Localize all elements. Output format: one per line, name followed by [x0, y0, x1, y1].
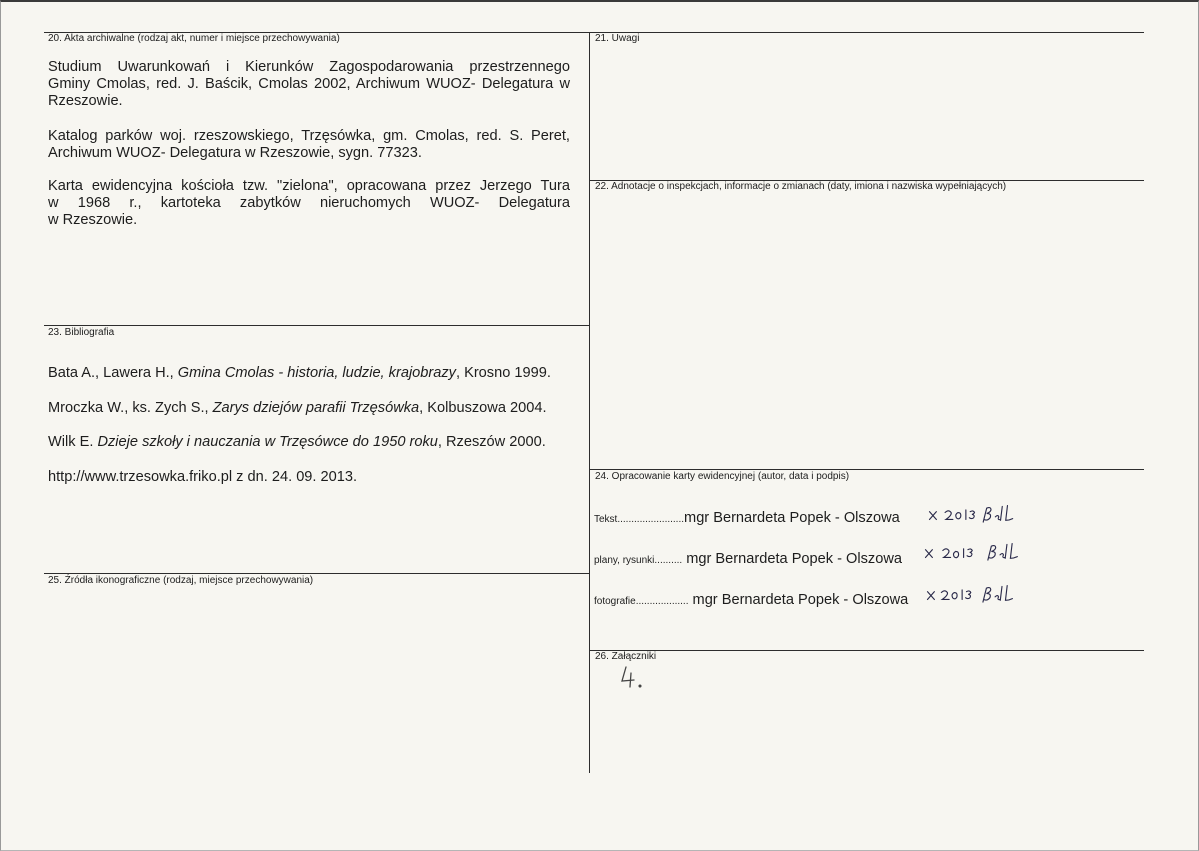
signature-row-photos	[594, 591, 908, 613]
section-24-label: 24. Opracowanie karty ewidencyjnej (autor, data i podpis)	[595, 471, 850, 482]
section-26-label: 26. Załączniki	[595, 651, 657, 662]
section-20-label: 20. Akta archiwalne (rodzaj akt, numer i miejsce przechowywania)	[48, 33, 340, 44]
handwritten-signature-2	[914, 541, 1034, 567]
author-name: mgr Bernardeta Popek - Olszowa	[682, 551, 902, 567]
bib-authors: Bata A., Lawera H.,	[48, 365, 178, 381]
archive-entry-line: Katalog parków woj. rzeszowskiego, Trzęsówka, gm. Cmolas, red. S. Peret,	[48, 128, 570, 144]
bibliography-item	[48, 365, 551, 382]
bib-authors: Wilk E.	[48, 434, 98, 450]
bib-title: Zarys dziejów parafii Trzęsówka	[212, 400, 420, 416]
archive-entry-line: w 1968 r., kartoteka zabytków nieruchomych WUOZ- Delegatura	[48, 195, 570, 211]
top-rule-right	[590, 32, 1144, 33]
bib-title: Gmina Cmolas - historia, ludzie, krajobrazy	[177, 365, 456, 381]
handwritten-attachment-count	[618, 665, 658, 695]
section-21-label: 21. Uwagi	[595, 33, 640, 44]
archive-entry-line: Studium Uwarunkowań i Kierunków Zagospodarowania przestrzennego	[48, 59, 570, 75]
section-22-label: 22. Adnotacje o inspekcjach, informacje o zmianach (daty, imiona i nazwiska wypełniających)	[595, 181, 1007, 192]
row-lead: Tekst........................	[594, 514, 685, 525]
bib-publication: , Rzeszów 2000.	[437, 434, 546, 450]
bibliography-item	[48, 434, 546, 451]
rule-23	[44, 325, 590, 326]
rule-25	[44, 573, 590, 574]
section-25-label: 25. Źródła ikonograficzne (rodzaj, miejsce przechowywania)	[48, 575, 314, 586]
handwritten-signature-3	[916, 583, 1036, 609]
signature-row-text	[594, 509, 900, 531]
archive-entry-line: Gminy Cmolas, red. J. Baścik, Cmolas 2002, Archiwum WUOZ- Delegatura w	[48, 76, 570, 92]
author-name: mgr Bernardeta Popek - Olszowa	[688, 592, 909, 608]
bib-url: http://www.trzesowka.friko.pl z dn. 24. 09. 2013.	[48, 469, 358, 485]
bibliography-item	[48, 469, 357, 486]
row-lead: plany, rysunki..........	[594, 555, 683, 566]
rule-26	[590, 650, 1144, 651]
archive-entry-line: Karta ewidencyjna kościoła tzw. "zielona", opracowana przez Jerzego Tura	[48, 178, 570, 194]
bib-authors: Mroczka W., ks. Zych S.,	[48, 400, 213, 416]
section-23-label: 23. Bibliografia	[48, 327, 115, 338]
row-lead: fotografie...................	[594, 596, 689, 607]
archive-entry	[48, 128, 570, 162]
rule-24	[590, 469, 1144, 470]
bib-title: Dzieje szkoły i nauczania w Trzęsówce do 1950 roku	[97, 434, 438, 450]
column-divider	[589, 32, 590, 773]
archive-entry	[48, 59, 570, 110]
author-name: mgr Bernardeta Popek - Olszowa	[684, 510, 900, 526]
bibliography-item	[48, 400, 547, 417]
archive-entry-line: Rzeszowie.	[48, 93, 123, 109]
archive-entry	[48, 178, 570, 229]
archive-entry-line: Archiwum WUOZ- Delegatura w Rzeszowie, sygn. 77323.	[48, 145, 422, 161]
handwritten-signature-1	[918, 503, 1038, 529]
signature-row-plans	[594, 550, 902, 572]
archive-entry-line: w Rzeszowie.	[48, 212, 138, 228]
bib-publication: , Kolbuszowa 2004.	[419, 400, 547, 416]
bib-publication: , Krosno 1999.	[455, 365, 551, 381]
